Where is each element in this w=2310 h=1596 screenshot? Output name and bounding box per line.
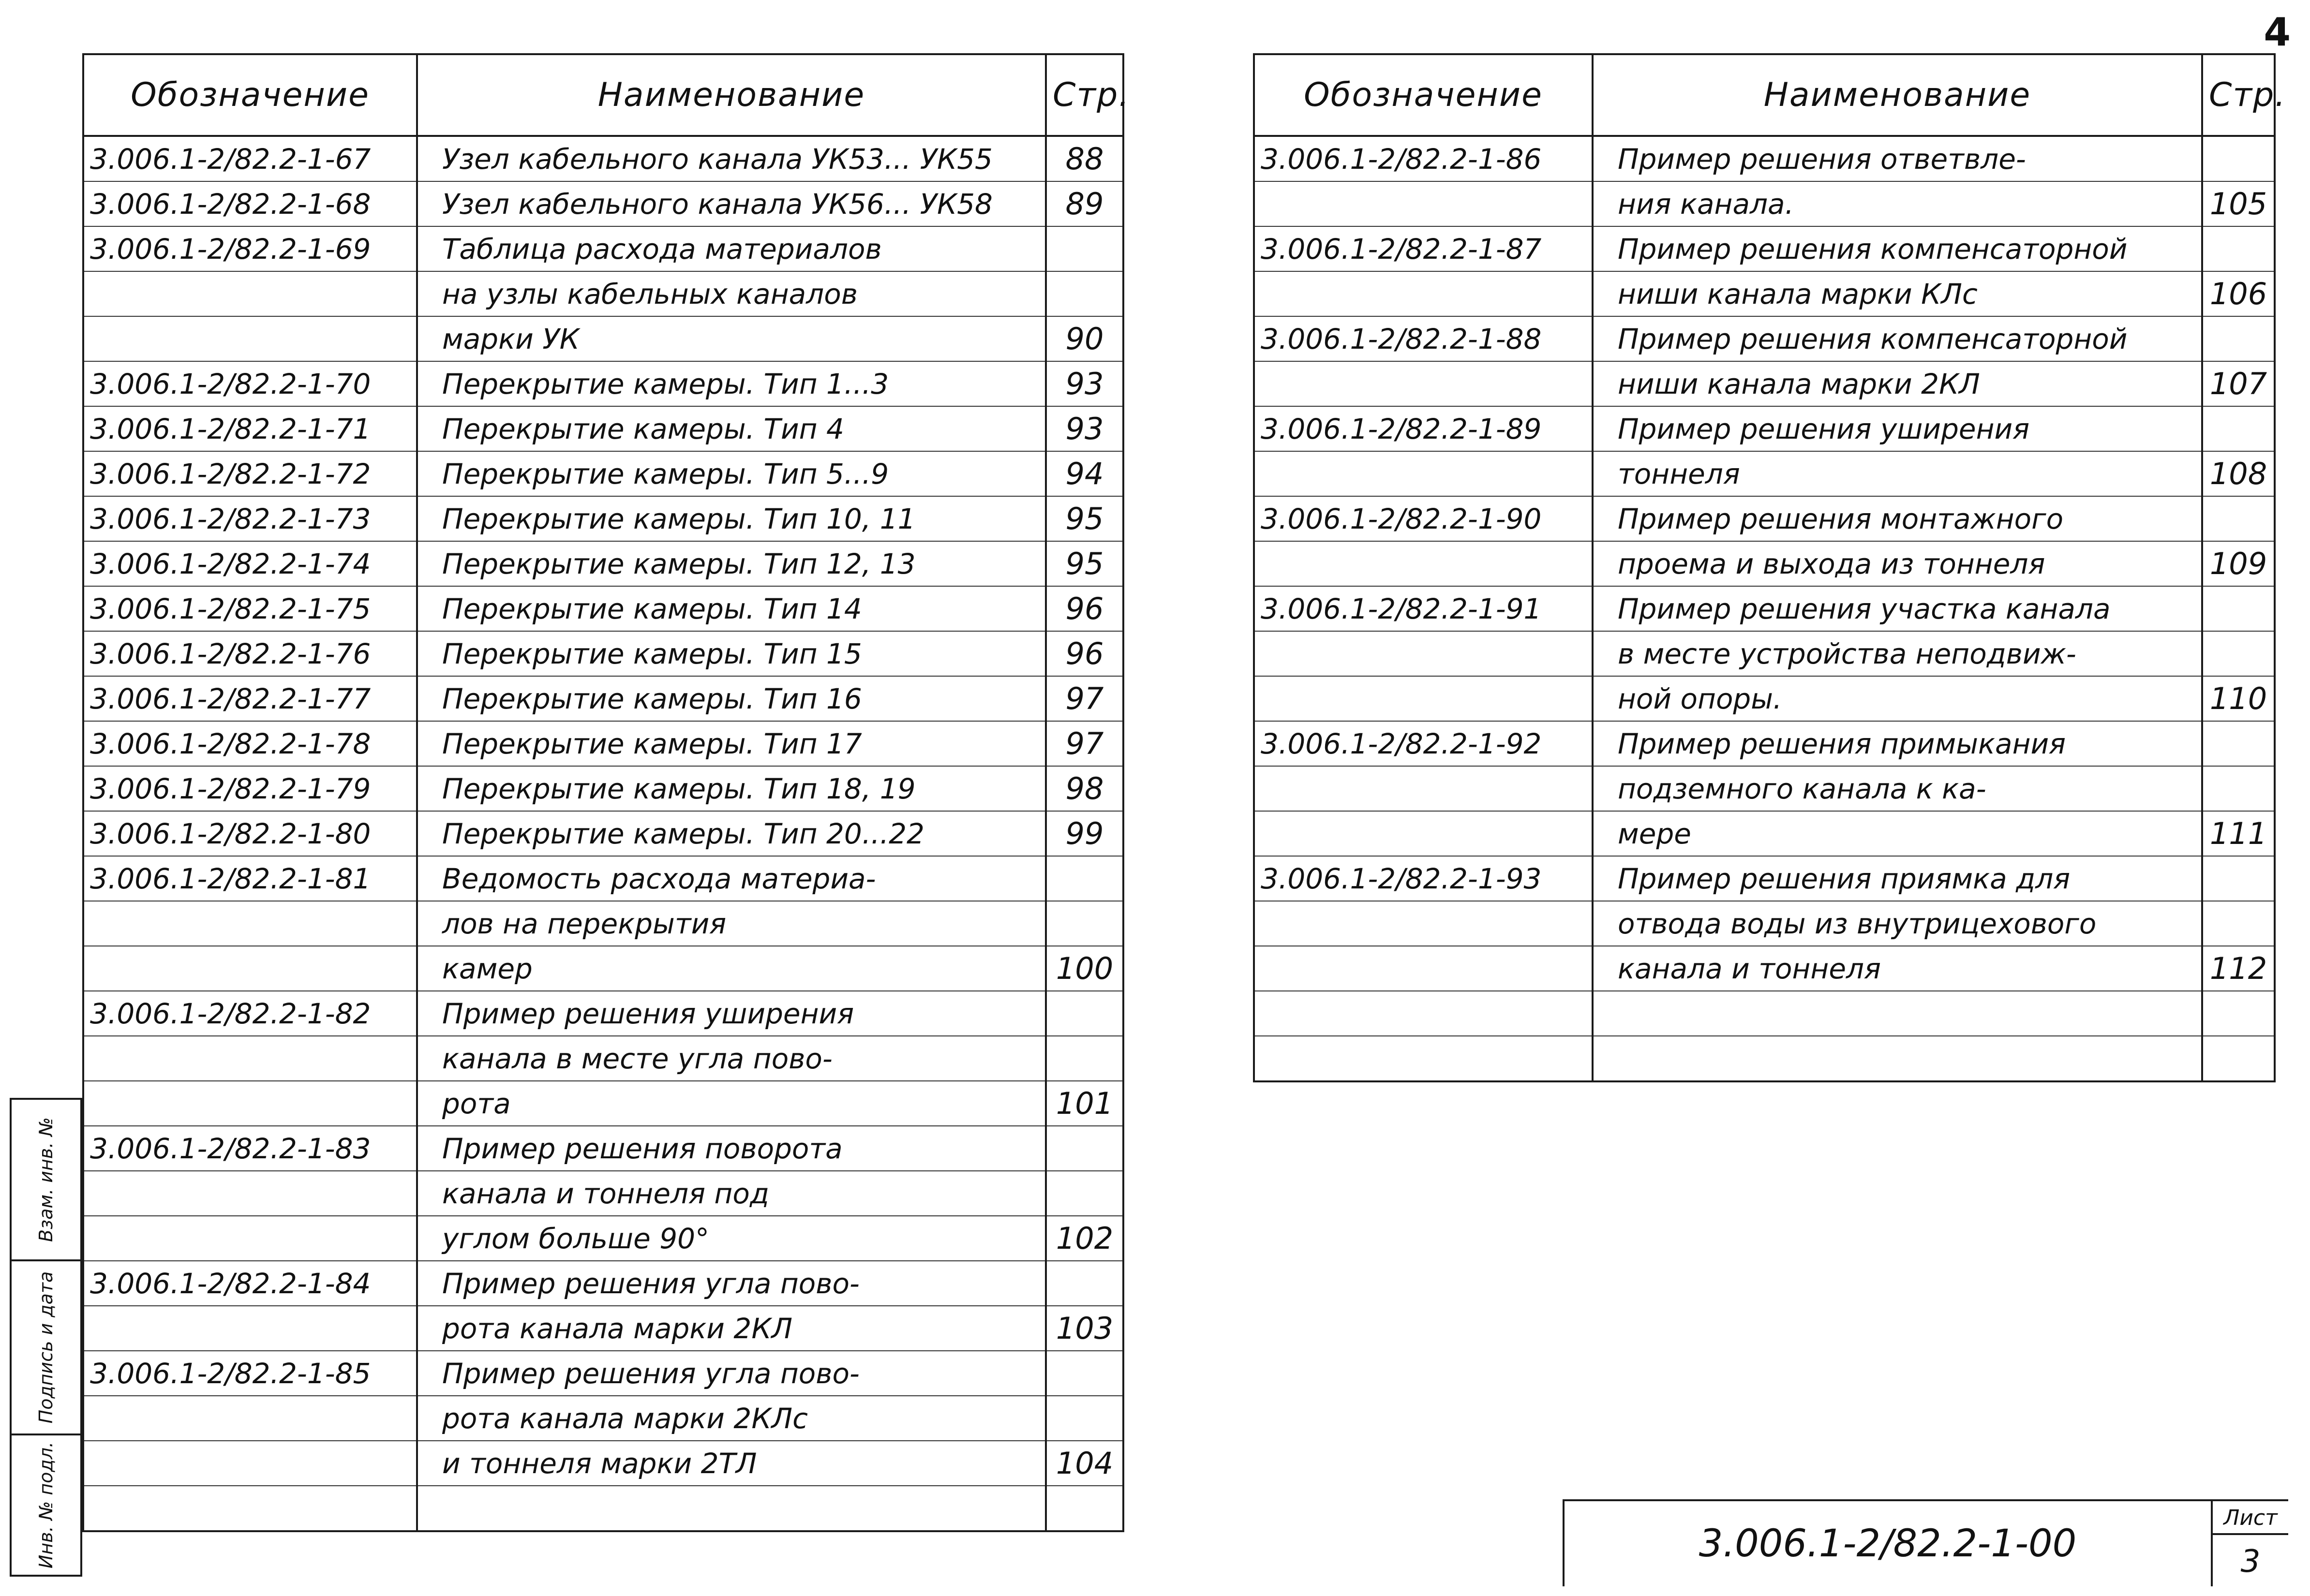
row-name: на узлы кабельных каналов (417, 271, 1046, 316)
row-page (1046, 1396, 1123, 1441)
row-page (2202, 316, 2275, 361)
table-row (1254, 721, 2275, 766)
table-row (1254, 271, 2275, 316)
table-body-left (83, 136, 1123, 1531)
row-name: Пример решения угла пово- (417, 1351, 1046, 1396)
row-designation: 3.006.1-2/82.2-1-79 (83, 766, 417, 811)
row-name: отвода воды из внутрицехового (1593, 901, 2202, 946)
table-row (83, 1351, 1123, 1396)
row-page: 96 (1046, 631, 1123, 676)
row-page: 89 (1046, 181, 1123, 226)
row-designation (1254, 676, 1593, 721)
row-name: Перекрытие камеры. Тип 5...9 (417, 451, 1046, 496)
row-page: 109 (2202, 541, 2275, 586)
row-designation (83, 1081, 417, 1126)
row-page: 108 (2202, 451, 2275, 496)
sheet-number: 3 (2240, 1544, 2261, 1580)
row-name: Ведомость расхода материа- (417, 856, 1046, 901)
row-page: 96 (1046, 586, 1123, 631)
row-page: 111 (2202, 811, 2275, 856)
row-page (1046, 856, 1123, 901)
row-designation (1254, 766, 1593, 811)
row-page (2202, 721, 2275, 766)
table-row (1254, 541, 2275, 586)
contents-table-right (1253, 53, 2286, 1082)
table-body-right (1254, 136, 2275, 1081)
row-name: канала и тоннеля (1593, 946, 2202, 991)
row-designation (1254, 541, 1593, 586)
row-page: 104 (1046, 1441, 1123, 1486)
table-row (83, 1486, 1123, 1531)
row-name: Перекрытие камеры. Тип 12, 13 (417, 541, 1046, 586)
row-page: 95 (1046, 496, 1123, 541)
row-name: камер (417, 946, 1046, 991)
stamp-cell-inv-copy (12, 1100, 80, 1259)
row-name: и тоннеля марки 2ТЛ (417, 1441, 1046, 1486)
row-designation (83, 1216, 417, 1261)
row-designation (1254, 946, 1593, 991)
row-name: Пример решения ответвле- (1593, 136, 2202, 181)
row-designation (83, 901, 417, 946)
row-designation (83, 1441, 417, 1486)
row-page: 102 (1046, 1216, 1123, 1261)
row-name: Узел кабельного канала УК53... УК55 (417, 136, 1046, 181)
row-name: ной опоры. (1593, 676, 2202, 721)
row-page: 105 (2202, 181, 2275, 226)
table-row (83, 946, 1123, 991)
contents-table-left (82, 53, 1130, 1532)
row-page: 110 (2202, 676, 2275, 721)
row-designation (1254, 901, 1593, 946)
row-designation: 3.006.1-2/82.2-1-68 (83, 181, 417, 226)
table-row (83, 856, 1123, 901)
table-row (83, 451, 1123, 496)
row-page (2202, 631, 2275, 676)
row-name: рота канала марки 2КЛс (417, 1396, 1046, 1441)
stamp-cell-signature (12, 1259, 80, 1433)
row-page (1046, 1126, 1123, 1171)
header-name: Наименование (417, 54, 1046, 136)
row-page (1046, 1171, 1123, 1216)
table-row (1254, 406, 2275, 451)
row-name: Перекрытие камеры. Тип 15 (417, 631, 1046, 676)
row-designation (1254, 811, 1593, 856)
table-row (1254, 631, 2275, 676)
row-designation: 3.006.1-2/82.2-1-70 (83, 361, 417, 406)
row-designation: 3.006.1-2/82.2-1-87 (1254, 226, 1593, 271)
row-designation: 3.006.1-2/82.2-1-78 (83, 721, 417, 766)
row-name: Перекрытие камеры. Тип 10, 11 (417, 496, 1046, 541)
row-name: рота канала марки 2КЛ (417, 1306, 1046, 1351)
row-page: 98 (1046, 766, 1123, 811)
stamp-label-signature: Подпись и дата (35, 1271, 57, 1424)
row-designation: 3.006.1-2/82.2-1-80 (83, 811, 417, 856)
row-page (2202, 991, 2275, 1036)
row-page: 93 (1046, 406, 1123, 451)
row-designation: 3.006.1-2/82.2-1-88 (1254, 316, 1593, 361)
row-name: проема и выхода из тоннеля (1593, 541, 2202, 586)
row-designation: 3.006.1-2/82.2-1-89 (1254, 406, 1593, 451)
table-row (83, 271, 1123, 316)
row-name: Пример решения участка канала (1593, 586, 2202, 631)
table-row (83, 361, 1123, 406)
row-name (1593, 1036, 2202, 1081)
stamp-label-inv-original: Инв. № подл. (35, 1441, 57, 1569)
table-row (1254, 181, 2275, 226)
row-designation: 3.006.1-2/82.2-1-67 (83, 136, 417, 181)
table-row (83, 541, 1123, 586)
row-page: 97 (1046, 676, 1123, 721)
row-name: Пример решения уширения (417, 991, 1046, 1036)
row-designation: 3.006.1-2/82.2-1-81 (83, 856, 417, 901)
table-row (1254, 766, 2275, 811)
table-row (1254, 856, 2275, 901)
row-name: Перекрытие камеры. Тип 1...3 (417, 361, 1046, 406)
row-designation: 3.006.1-2/82.2-1-77 (83, 676, 417, 721)
table-row (83, 181, 1123, 226)
table-row (83, 1081, 1123, 1126)
row-page: 90 (1046, 316, 1123, 361)
table-row (83, 901, 1123, 946)
table-row (83, 406, 1123, 451)
row-name: Пример решения уширения (1593, 406, 2202, 451)
table-row (1254, 586, 2275, 631)
row-name: углом больше 90° (417, 1216, 1046, 1261)
table-row (1254, 1036, 2275, 1081)
row-page (1046, 271, 1123, 316)
header-page: Стр. (1046, 54, 1123, 136)
row-designation: 3.006.1-2/82.2-1-75 (83, 586, 417, 631)
row-designation (83, 316, 417, 361)
row-designation (1254, 181, 1593, 226)
row-designation: 3.006.1-2/82.2-1-85 (83, 1351, 417, 1396)
row-page: 95 (1046, 541, 1123, 586)
table-row (83, 721, 1123, 766)
row-name: Пример решения примыкания (1593, 721, 2202, 766)
row-name: Перекрытие камеры. Тип 4 (417, 406, 1046, 451)
row-designation (1254, 361, 1593, 406)
table-row (1254, 316, 2275, 361)
row-name: ниши канала марки 2КЛ (1593, 361, 2202, 406)
row-page: 101 (1046, 1081, 1123, 1126)
row-page (2202, 406, 2275, 451)
row-designation (1254, 991, 1593, 1036)
row-page (1046, 901, 1123, 946)
table-row (1254, 676, 2275, 721)
table-row (1254, 811, 2275, 856)
row-page: 106 (2202, 271, 2275, 316)
row-designation: 3.006.1-2/82.2-1-84 (83, 1261, 417, 1306)
row-name: ниши канала марки КЛс (1593, 271, 2202, 316)
row-designation (1254, 451, 1593, 496)
table-row (83, 631, 1123, 676)
table-row (83, 1126, 1123, 1171)
header-designation: Обозначение (83, 54, 417, 136)
table-row (1254, 226, 2275, 271)
row-designation: 3.006.1-2/82.2-1-83 (83, 1126, 417, 1171)
row-page (2202, 856, 2275, 901)
row-name (417, 1486, 1046, 1531)
table-row (83, 1036, 1123, 1081)
table-row (83, 586, 1123, 631)
row-name: Пример решения монтажного (1593, 496, 2202, 541)
row-name: Узел кабельного канала УК56... УК58 (417, 181, 1046, 226)
row-designation: 3.006.1-2/82.2-1-82 (83, 991, 417, 1036)
row-page (2202, 586, 2275, 631)
title-block (1563, 1499, 2288, 1586)
row-name (1593, 991, 2202, 1036)
row-designation: 3.006.1-2/82.2-1-76 (83, 631, 417, 676)
row-name: Перекрытие камеры. Тип 20...22 (417, 811, 1046, 856)
row-page (2202, 136, 2275, 181)
side-stamp (10, 1098, 82, 1577)
row-name: Пример решения компенсаторной (1593, 226, 2202, 271)
row-name: Пример решения поворота (417, 1126, 1046, 1171)
row-page (1046, 991, 1123, 1036)
row-designation: 3.006.1-2/82.2-1-93 (1254, 856, 1593, 901)
table-row (83, 1216, 1123, 1261)
table-row (83, 496, 1123, 541)
row-page: 97 (1046, 721, 1123, 766)
row-designation: 3.006.1-2/82.2-1-71 (83, 406, 417, 451)
row-page (1046, 1486, 1123, 1531)
header-name: Наименование (1593, 54, 2202, 136)
row-designation (83, 946, 417, 991)
row-page (2202, 226, 2275, 271)
table-row (83, 1441, 1123, 1486)
row-designation: 3.006.1-2/82.2-1-92 (1254, 721, 1593, 766)
row-name: в месте устройства неподвиж- (1593, 631, 2202, 676)
table-row (83, 766, 1123, 811)
stamp-label-inv-copy: Взам. инв. № (35, 1117, 57, 1242)
row-name: марки УК (417, 316, 1046, 361)
document-code: 3.006.1-2/82.2-1-00 (1565, 1501, 2213, 1586)
row-name: Перекрытие камеры. Тип 17 (417, 721, 1046, 766)
table-row (83, 1261, 1123, 1306)
row-designation (83, 1036, 417, 1081)
row-name: ния канала. (1593, 181, 2202, 226)
row-page: 103 (1046, 1306, 1123, 1351)
row-designation (83, 271, 417, 316)
row-name: Пример решения приямка для (1593, 856, 2202, 901)
row-name: рота (417, 1081, 1046, 1126)
table-row (1254, 946, 2275, 991)
row-designation: 3.006.1-2/82.2-1-91 (1254, 586, 1593, 631)
table-row (1254, 136, 2275, 181)
row-name: подземного канала к ка- (1593, 766, 2202, 811)
table-row (83, 1306, 1123, 1351)
table-row (83, 136, 1123, 181)
row-designation (83, 1171, 417, 1216)
table-row (83, 676, 1123, 721)
table-row (1254, 901, 2275, 946)
row-name: Таблица расхода материалов (417, 226, 1046, 271)
row-name: Перекрытие камеры. Тип 16 (417, 676, 1046, 721)
row-name: Пример решения угла пово- (417, 1261, 1046, 1306)
table-row (83, 991, 1123, 1036)
row-designation: 3.006.1-2/82.2-1-73 (83, 496, 417, 541)
row-name: Пример решения компенсаторной (1593, 316, 2202, 361)
row-name: мере (1593, 811, 2202, 856)
row-designation (83, 1486, 417, 1531)
row-name: Перекрытие камеры. Тип 14 (417, 586, 1046, 631)
row-page: 100 (1046, 946, 1123, 991)
row-designation (1254, 631, 1593, 676)
row-page: 94 (1046, 451, 1123, 496)
table-row (83, 316, 1123, 361)
sheet-label: Лист (2213, 1501, 2288, 1535)
row-page (1046, 1351, 1123, 1396)
row-designation (83, 1306, 417, 1351)
corner-mark: 4 (2264, 10, 2291, 55)
row-name: лов на перекрытия (417, 901, 1046, 946)
row-page (2202, 766, 2275, 811)
row-designation: 3.006.1-2/82.2-1-74 (83, 541, 417, 586)
row-designation (1254, 1036, 1593, 1081)
row-designation: 3.006.1-2/82.2-1-72 (83, 451, 417, 496)
row-page: 107 (2202, 361, 2275, 406)
row-name: Перекрытие камеры. Тип 18, 19 (417, 766, 1046, 811)
row-name: канала в месте угла пово- (417, 1036, 1046, 1081)
row-designation: 3.006.1-2/82.2-1-69 (83, 226, 417, 271)
row-page (1046, 1261, 1123, 1306)
header-designation: Обозначение (1254, 54, 1593, 136)
row-designation (1254, 271, 1593, 316)
table-row (1254, 451, 2275, 496)
row-page: 93 (1046, 361, 1123, 406)
row-name: канала и тоннеля под (417, 1171, 1046, 1216)
table-row (1254, 991, 2275, 1036)
stamp-cell-inv-original (12, 1433, 80, 1575)
table-row (83, 226, 1123, 271)
row-page (2202, 901, 2275, 946)
row-page: 112 (2202, 946, 2275, 991)
row-page (1046, 1036, 1123, 1081)
row-page: 99 (1046, 811, 1123, 856)
table-row (83, 811, 1123, 856)
row-page (1046, 226, 1123, 271)
table-row (83, 1396, 1123, 1441)
table-row (83, 1171, 1123, 1216)
row-page: 88 (1046, 136, 1123, 181)
row-designation (83, 1396, 417, 1441)
header-page: Стр. (2202, 54, 2275, 136)
row-page (2202, 496, 2275, 541)
row-name: тоннеля (1593, 451, 2202, 496)
row-page (2202, 1036, 2275, 1081)
table-row (1254, 496, 2275, 541)
table-row (1254, 361, 2275, 406)
row-designation: 3.006.1-2/82.2-1-86 (1254, 136, 1593, 181)
row-designation: 3.006.1-2/82.2-1-90 (1254, 496, 1593, 541)
